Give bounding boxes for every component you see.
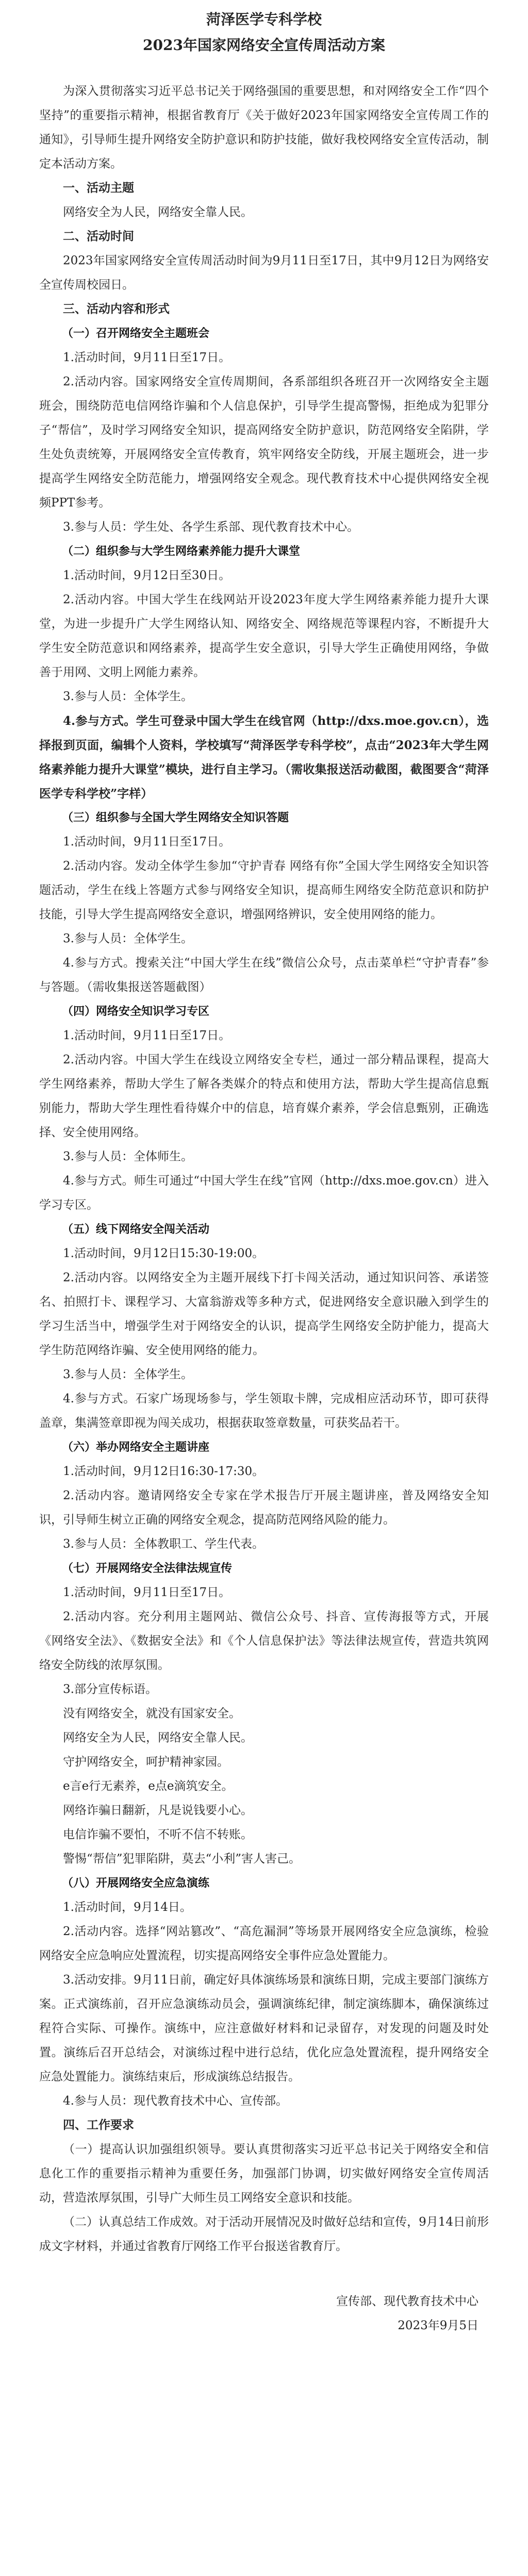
document-title: 2023年国家网络安全宣传周活动方案 — [143, 37, 385, 54]
paragraph: 2.活动内容。发动全体学生参加“守护青春 网络有你”全国大学生网络安全知识答题活动，学生在线上答题方式参与网络安全知识，提高师生网络安全防范意识和防护技能，引导大学生提高网络安全意识，增强网络辨识，安全使用网络的能力。 — [39, 859, 489, 921]
slogan-item: 网络诈骗日翻新，凡是说钱要小心。 — [63, 1804, 253, 1817]
paragraph: 2.活动内容。选择“网站篡改”、“高危漏洞”等场景开展网络安全应急演练，检验网络安全应急响应处置流程，切实提高网络安全事件应急处置能力。 — [39, 1925, 489, 1962]
subsection-heading: （四）网络安全知识学习专区 — [62, 1005, 210, 1018]
subsection-heading: （六）举办网络安全主题讲座 — [62, 1440, 210, 1454]
paragraph: 3.参与人员：全体师生。 — [63, 1150, 193, 1163]
section-heading: 二、活动时间 — [63, 230, 134, 243]
paragraph: 4.参与人员：现代教育技术中心、宣传部。 — [63, 2094, 288, 2108]
intro-paragraph: 为深入贯彻落实习近平总书记关于网络强国的重要思想，和对网络安全工作“四个坚持”的重要指示精神，根据省教育厅《关于做好2023年国家网络安全宣传周工作的通知》，引导师生提升网络安全防护意识和防护技能，做好我校网络安全宣传活动，制定本活动方案。 — [39, 84, 489, 171]
issue-date: 2023年9月5日 — [398, 2319, 478, 2332]
paragraph: 3.参与人员：全体学生。 — [63, 690, 193, 703]
section-heading: 三、活动内容和形式 — [63, 302, 170, 316]
paragraph: 3.活动安排。9月11日前，确定好具体演练场景和演练日期，完成主要部门演练方案。正式演练前，召开应急演练动员会，强调演练纪律，制定演练脚本，确保演练过程符合实际、可操作。演练中，应注意做好材料和记录留存，对发现的问题及时处置。演练后召开总结会，对演练过程中进行总结，优化应急处置流程，提升网络安全应急处置能力。演练结束后，形成演练总结报告。 — [39, 1973, 489, 2083]
paragraph: 4.参与方式。师生可通过“中国大学生在线”官网（http://dxs.moe.gov.cn）进入学习专区。 — [39, 1174, 489, 1212]
paragraph: 1.活动时间，9月11日至17日。 — [63, 351, 231, 364]
paragraph: 3.参与人员：学生处、各学生系部、现代教育技术中心。 — [63, 520, 359, 534]
paragraph: 1.活动时间，9月12日16:30-17:30。 — [63, 1465, 265, 1478]
document-page — [39, 0, 489, 2338]
paragraph: 3.参与人员：全体学生。 — [63, 1368, 193, 1381]
paragraph: 2.活动内容。以网络安全为主题开展线下打卡闯关活动，通过知识问答、承诺签名、拍照打卡、课程学习、大富翁游戏等多种方式，促进网络安全意识融入到学生的学习生活当中，增强学生对于网络安全的认识，提高学生网络安全防护能力，提高大学生防范网络诈骗、安全使用网络的能力。 — [39, 1271, 489, 1357]
paragraph: （一）提高认识加强组织领导。要认真贯彻落实习近平总书记关于网络安全和信息化工作的重要指示精神为重要任务，加强部门协调，切实做好网络安全宣传周活动，营造浓厚氛围，引导广大师生员工网络安全意识和技能。 — [39, 2143, 489, 2205]
paragraph: 4.参与方式。石家广场现场参与，学生领取卡牌，完成相应活动环节，即可获得盖章，集满签章即视为闯关成功，根据获取签章数量，可获奖品若干。 — [39, 1392, 489, 1430]
paragraph: 3.部分宣传标语。 — [63, 1683, 157, 1696]
paragraph: 1.活动时间，9月14日。 — [63, 1901, 192, 1914]
paragraph: 2.活动内容。中国大学生在线设立网络安全专栏，通过一部分精品课程，提高大学生网络素养，帮助大学生了解各类媒介的特点和使用方法，帮助大学生提高信息甄别能力，帮助大学生理性看待媒介中的信息，培育媒介素养，学会信息甄别，正确选择、安全使用网络。 — [39, 1053, 489, 1139]
subsection-heading: （一）召开网络安全主题班会 — [62, 327, 210, 340]
subsection-heading: （七）开展网络安全法律法规宣传 — [62, 1562, 233, 1575]
subsection-heading: （五）线下网络安全闯关活动 — [62, 1223, 210, 1236]
paragraph: （二）认真总结工作成效。对于活动开展情况及时做好总结和宣传，9月14日前形成文字材料，并通过省教育厅网络工作平台报送省教育厅。 — [39, 2215, 489, 2253]
paragraph: 2.活动内容。国家网络安全宣传周期间，各系部组织各班召开一次网络安全主题班会，围绕防范电信网络诈骗和个人信息保护，引导学生提高警惕，拒绝成为犯罪分子“帮信”，及时学习网络安全知识，提高网络安全防护意识，防范网络安全陷阱，学生处负责统筹，开展网络安全宣传教育，筑牢网络安全防线，开展主题班会，进一步提高学生网络安全防范能力，增强网络安全观念。现代教育技术中心提供网络安全视频PPT参考。 — [39, 375, 489, 510]
document-body — [39, 79, 489, 2338]
paragraph: 3.参与人员：全体教职工、学生代表。 — [63, 1537, 264, 1551]
section-heading: 四、工作要求 — [63, 2119, 134, 2132]
paragraph: 2023年国家网络安全宣传周活动时间为9月11日至17日，其中9月12日为网络安全宣传周校园日。 — [39, 254, 489, 292]
paragraph: 2.活动内容。中国大学生在线网站开设2023年度大学生网络素养能力提升大课堂，为进一步提升广大学生网络认知、网络安全、网络规范等课程内容，不断提升大学生安全防范意识和网络素养，提高学生安全意识，引导大学生正确使用网络，争做善于用网、文明上网能力素养。 — [39, 593, 489, 679]
paragraph: 4.参与方式。学生可登录中国大学生在线官网（http://dxs.moe.gov.cn），选择报到页面，编辑个人资料，学校填写“菏泽医学专科学校”，点击“2023年大学生网络素养能力提升大课堂”模块，进行自主学习。（需收集报送活动截图，截图要含“菏泽医学专科学校”字样） — [39, 714, 489, 801]
subsection-heading: （八）开展网络安全应急演练 — [62, 1876, 210, 1890]
slogan-item: 没有网络安全，就没有国家安全。 — [63, 1707, 241, 1720]
slogan-item: 网络安全为人民，网络安全靠人民。 — [63, 1731, 253, 1744]
paragraph: 2.活动内容。邀请网络安全专家在学术报告厅开展主题讲座，普及网络安全知识，引导师生树立正确的网络安全观念，提高防范网络风险的能力。 — [39, 1489, 489, 1527]
slogan-item: 电信诈骗不要怕，不听不信不转账。 — [63, 1828, 253, 1841]
school-name: 菏泽医学专科学校 — [206, 11, 322, 28]
section-heading: 一、活动主题 — [63, 181, 134, 195]
paragraph: 1.活动时间，9月12日至30日。 — [63, 569, 231, 582]
paragraph: 3.参与人员：全体学生。 — [63, 932, 193, 945]
subsection-heading: （二）组织参与大学生网络素养能力提升大课堂 — [62, 545, 301, 558]
paragraph: 1.活动时间，9月11日至17日。 — [63, 1586, 231, 1599]
issuing-department: 宣传部、现代教育技术中心 — [336, 2295, 478, 2308]
subsection-heading: （三）组织参与全国大学生网络安全知识答题 — [62, 811, 289, 824]
slogan-item: 警惕“帮信”犯罪陷阱，莫去“小利”害人害己。 — [63, 1852, 301, 1866]
slogan-item: 守护网络安全，呵护精神家园。 — [63, 1755, 229, 1769]
paragraph: 网络安全为人民，网络安全靠人民。 — [63, 206, 253, 219]
paragraph: 1.活动时间，9月11日至17日。 — [63, 1029, 231, 1042]
paragraph: 2.活动内容。充分利用主题网站、微信公众号、抖音、宣传海报等方式，开展《网络安全法》、《数据安全法》和《个人信息保护法》等法律法规宣传，营造共筑网络安全防线的浓厚氛围。 — [39, 1610, 489, 1672]
paragraph: 1.活动时间，9月12日15:30-19:00。 — [63, 1247, 265, 1260]
slogan-item: e言e行无素养，e点e滴筑安全。 — [63, 1780, 234, 1793]
paragraph: 4.参与方式。搜索关注“中国大学生在线”微信公众号，点击菜单栏“守护青春”参与答题。（需收集报送答题截图） — [39, 956, 489, 994]
paragraph: 1.活动时间，9月11日至17日。 — [63, 835, 231, 849]
